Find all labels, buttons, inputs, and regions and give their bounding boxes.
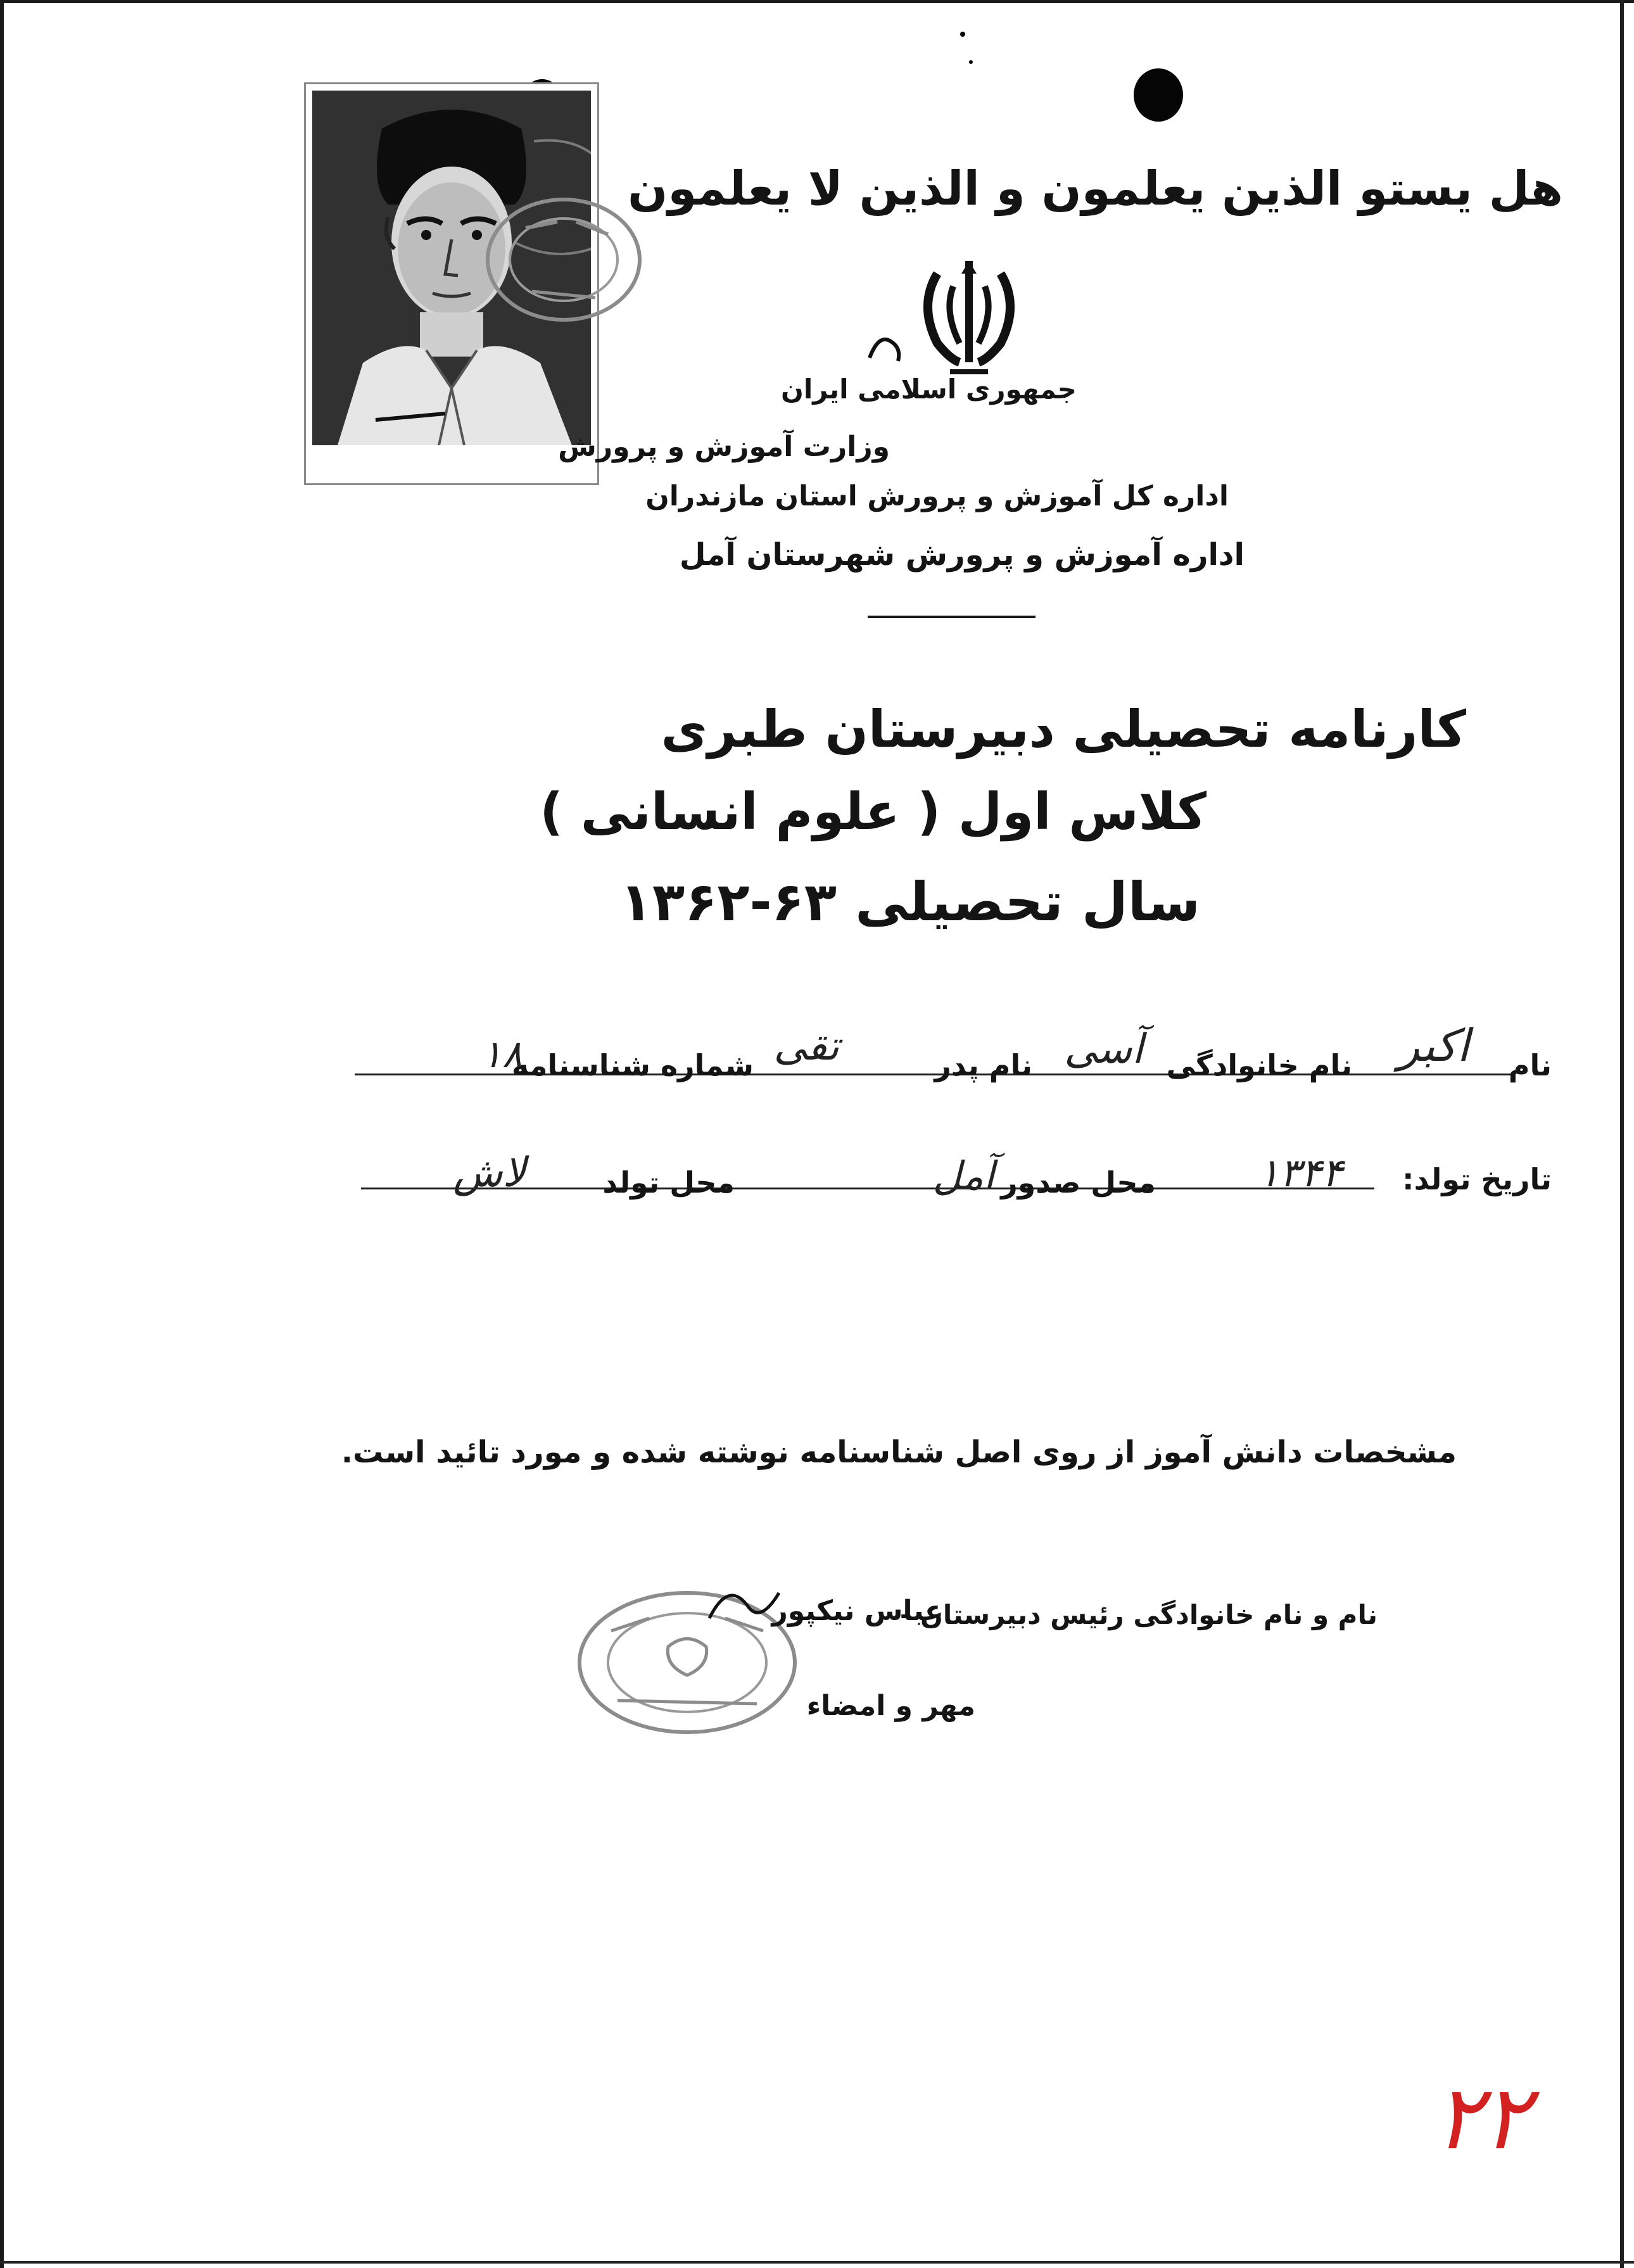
scan-border-left (0, 0, 4, 2268)
academic-year-title: سال تحصیلی ۶۳-۱۳۶۲ (619, 871, 1200, 933)
value-birth-date: ۱۳۴۴ (1258, 1150, 1343, 1196)
seal-signature-label: مهر و امضاء (806, 1690, 975, 1722)
principal-label: نام و نام خانوادگی رئیس دبیرستان - (899, 1599, 1378, 1630)
certification-statement: مشخصات دانش آموز از روی اصل شناسنامه نوشته شده و مورد تائید است. (341, 1435, 1457, 1470)
general-office-name: اداره کل آموزش و پرورش استان مازندران (645, 480, 1229, 512)
iran-emblem-icon (899, 248, 1039, 375)
page-number: ۲۲ (1434, 2067, 1530, 2170)
label-birth-place: محل تولد (602, 1165, 735, 1200)
principal-name: عباس نیکپور (771, 1595, 944, 1627)
emblem-flourish-icon (866, 333, 904, 364)
value-father-name: تقی (773, 1023, 839, 1070)
verse-heading: هل یستو الذین یعلمون و الذین لا یعلمون (628, 162, 1563, 216)
punch-hole-right (1134, 68, 1183, 122)
city-office-name: اداره آموزش و پرورش شهرستان آمل (679, 537, 1244, 573)
scan-border-right (1620, 0, 1624, 2268)
value-id-number: ۱۸ (481, 1032, 522, 1077)
report-card-title: کارنامه تحصیلی دبیرستان طبری (661, 700, 1466, 759)
label-first-name: نام (1508, 1048, 1552, 1082)
value-first-name: اکبر (1398, 1020, 1469, 1072)
value-birth-place: لاش (453, 1150, 526, 1196)
scan-border-bottom (0, 2261, 1634, 2264)
label-id-number: شماره شناسنامه (512, 1048, 754, 1082)
label-issue-place: محل صدور (1001, 1165, 1156, 1200)
label-birth-date: تاریخ تولد: (1402, 1162, 1552, 1196)
ministry-name: وزارت آموزش و پرورش (558, 431, 890, 463)
class-title: کلاس اول ( علوم انسانی ) (540, 782, 1206, 841)
speck (960, 32, 965, 37)
value-issue-place: آمل (932, 1153, 994, 1199)
label-father-name: نام پدر (934, 1048, 1032, 1082)
photo-seal-stamp (481, 190, 646, 329)
label-last-name: نام خانوادگی (1166, 1048, 1352, 1082)
scan-border-top (0, 0, 1634, 3)
header-divider (868, 616, 1036, 618)
emblem-caption: جمهوری اسلامی ایران (780, 374, 1077, 405)
speck (969, 60, 973, 64)
value-last-name: آسی (1064, 1026, 1143, 1073)
principal-signature-mark (703, 1580, 785, 1631)
